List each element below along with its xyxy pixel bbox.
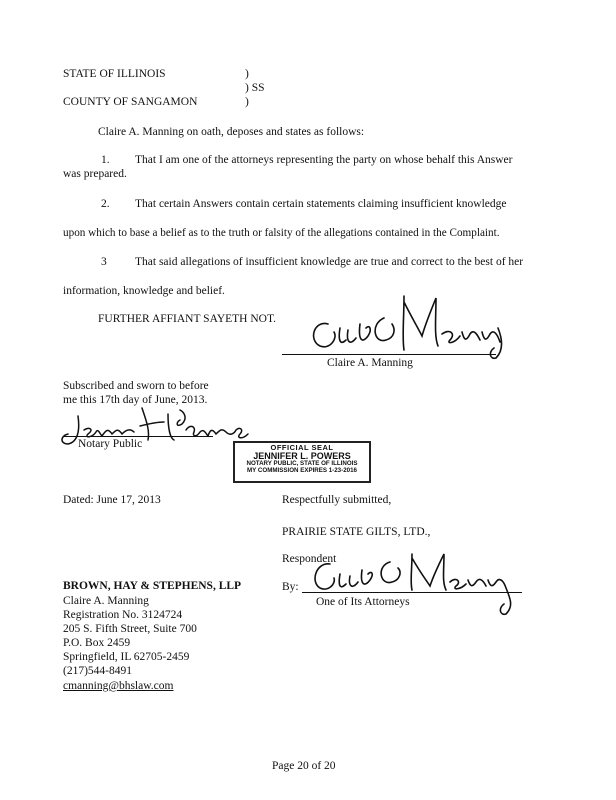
para3-line1: That said allegations of insufficient knowledge are true and correct to the best of her [135,256,524,268]
party-role: Respondent [282,553,337,565]
para1-line1: That I am one of the attorneys representing the party on whose behalf this Answer [135,154,513,166]
caption-ss: ) SS [245,82,265,94]
caption-paren-2: ) [245,96,249,108]
party-name: PRAIRIE STATE GILTS, LTD., [282,526,431,538]
firm-email-link[interactable]: cmanning@bhslaw.com [63,680,174,692]
affiant-signature [300,288,510,358]
intro-statement: Claire A. Manning on oath, deposes and states as follows: [98,126,365,138]
one-of-its-attorneys: One of Its Attorneys [316,596,410,608]
firm-phone: (217)544-8491 [63,665,132,677]
para2-line2: upon which to base a belief as to the truth or falsity of the allegations contained in the Complaint. [63,227,500,239]
dated: Dated: June 17, 2013 [63,494,161,506]
caption-state: STATE OF ILLINOIS [63,68,166,80]
firm-name: BROWN, HAY & STEPHENS, LLP [63,580,242,592]
caption-paren-1: ) [245,68,249,80]
para1-number: 1. [101,154,110,166]
para3-number: 3 [101,256,107,268]
firm-address: 205 S. Fifth Street, Suite 700 [63,623,197,635]
para2-line1: That certain Answers contain certain statements claiming insufficient knowledge [135,198,507,210]
affiant-signature-line [282,354,496,355]
para1-line2: was prepared. [63,168,127,180]
caption-county: COUNTY OF SANGAMON [63,96,198,108]
further-affiant: FURTHER AFFIANT SAYETH NOT. [98,313,277,325]
affiant-name: Claire A. Manning [327,357,413,369]
para3-line2: information, knowledge and belief. [63,285,225,297]
firm-city: Springfield, IL 62705-2459 [63,651,190,663]
seal-title: OFFICIAL SEAL [270,443,334,452]
firm-registration: Registration No. 3124724 [63,609,183,621]
attorney-signature-line [302,592,522,593]
by-label: By: [282,581,299,593]
notary-signature-line [63,436,213,437]
notary-seal-stamp [233,441,371,483]
firm-po-box: P.O. Box 2459 [63,637,131,649]
seal-name: JENNIFER L. POWERS [253,450,351,461]
subscribed-line1: Subscribed and sworn to before [63,380,209,392]
firm-attorney: Claire A. Manning [63,595,149,607]
seal-state: NOTARY PUBLIC, STATE OF ILLINOIS [246,460,358,468]
para2-number: 2. [101,198,110,210]
page-number: Page 20 of 20 [272,760,336,772]
respectfully-submitted: Respectfully submitted, [282,494,392,506]
subscribed-line2: me this 17th day of June, 2013. [63,394,208,406]
notary-label: Notary Public [78,438,143,450]
seal-expiry: MY COMMISSION EXPIRES 1-23-2016 [247,466,357,474]
